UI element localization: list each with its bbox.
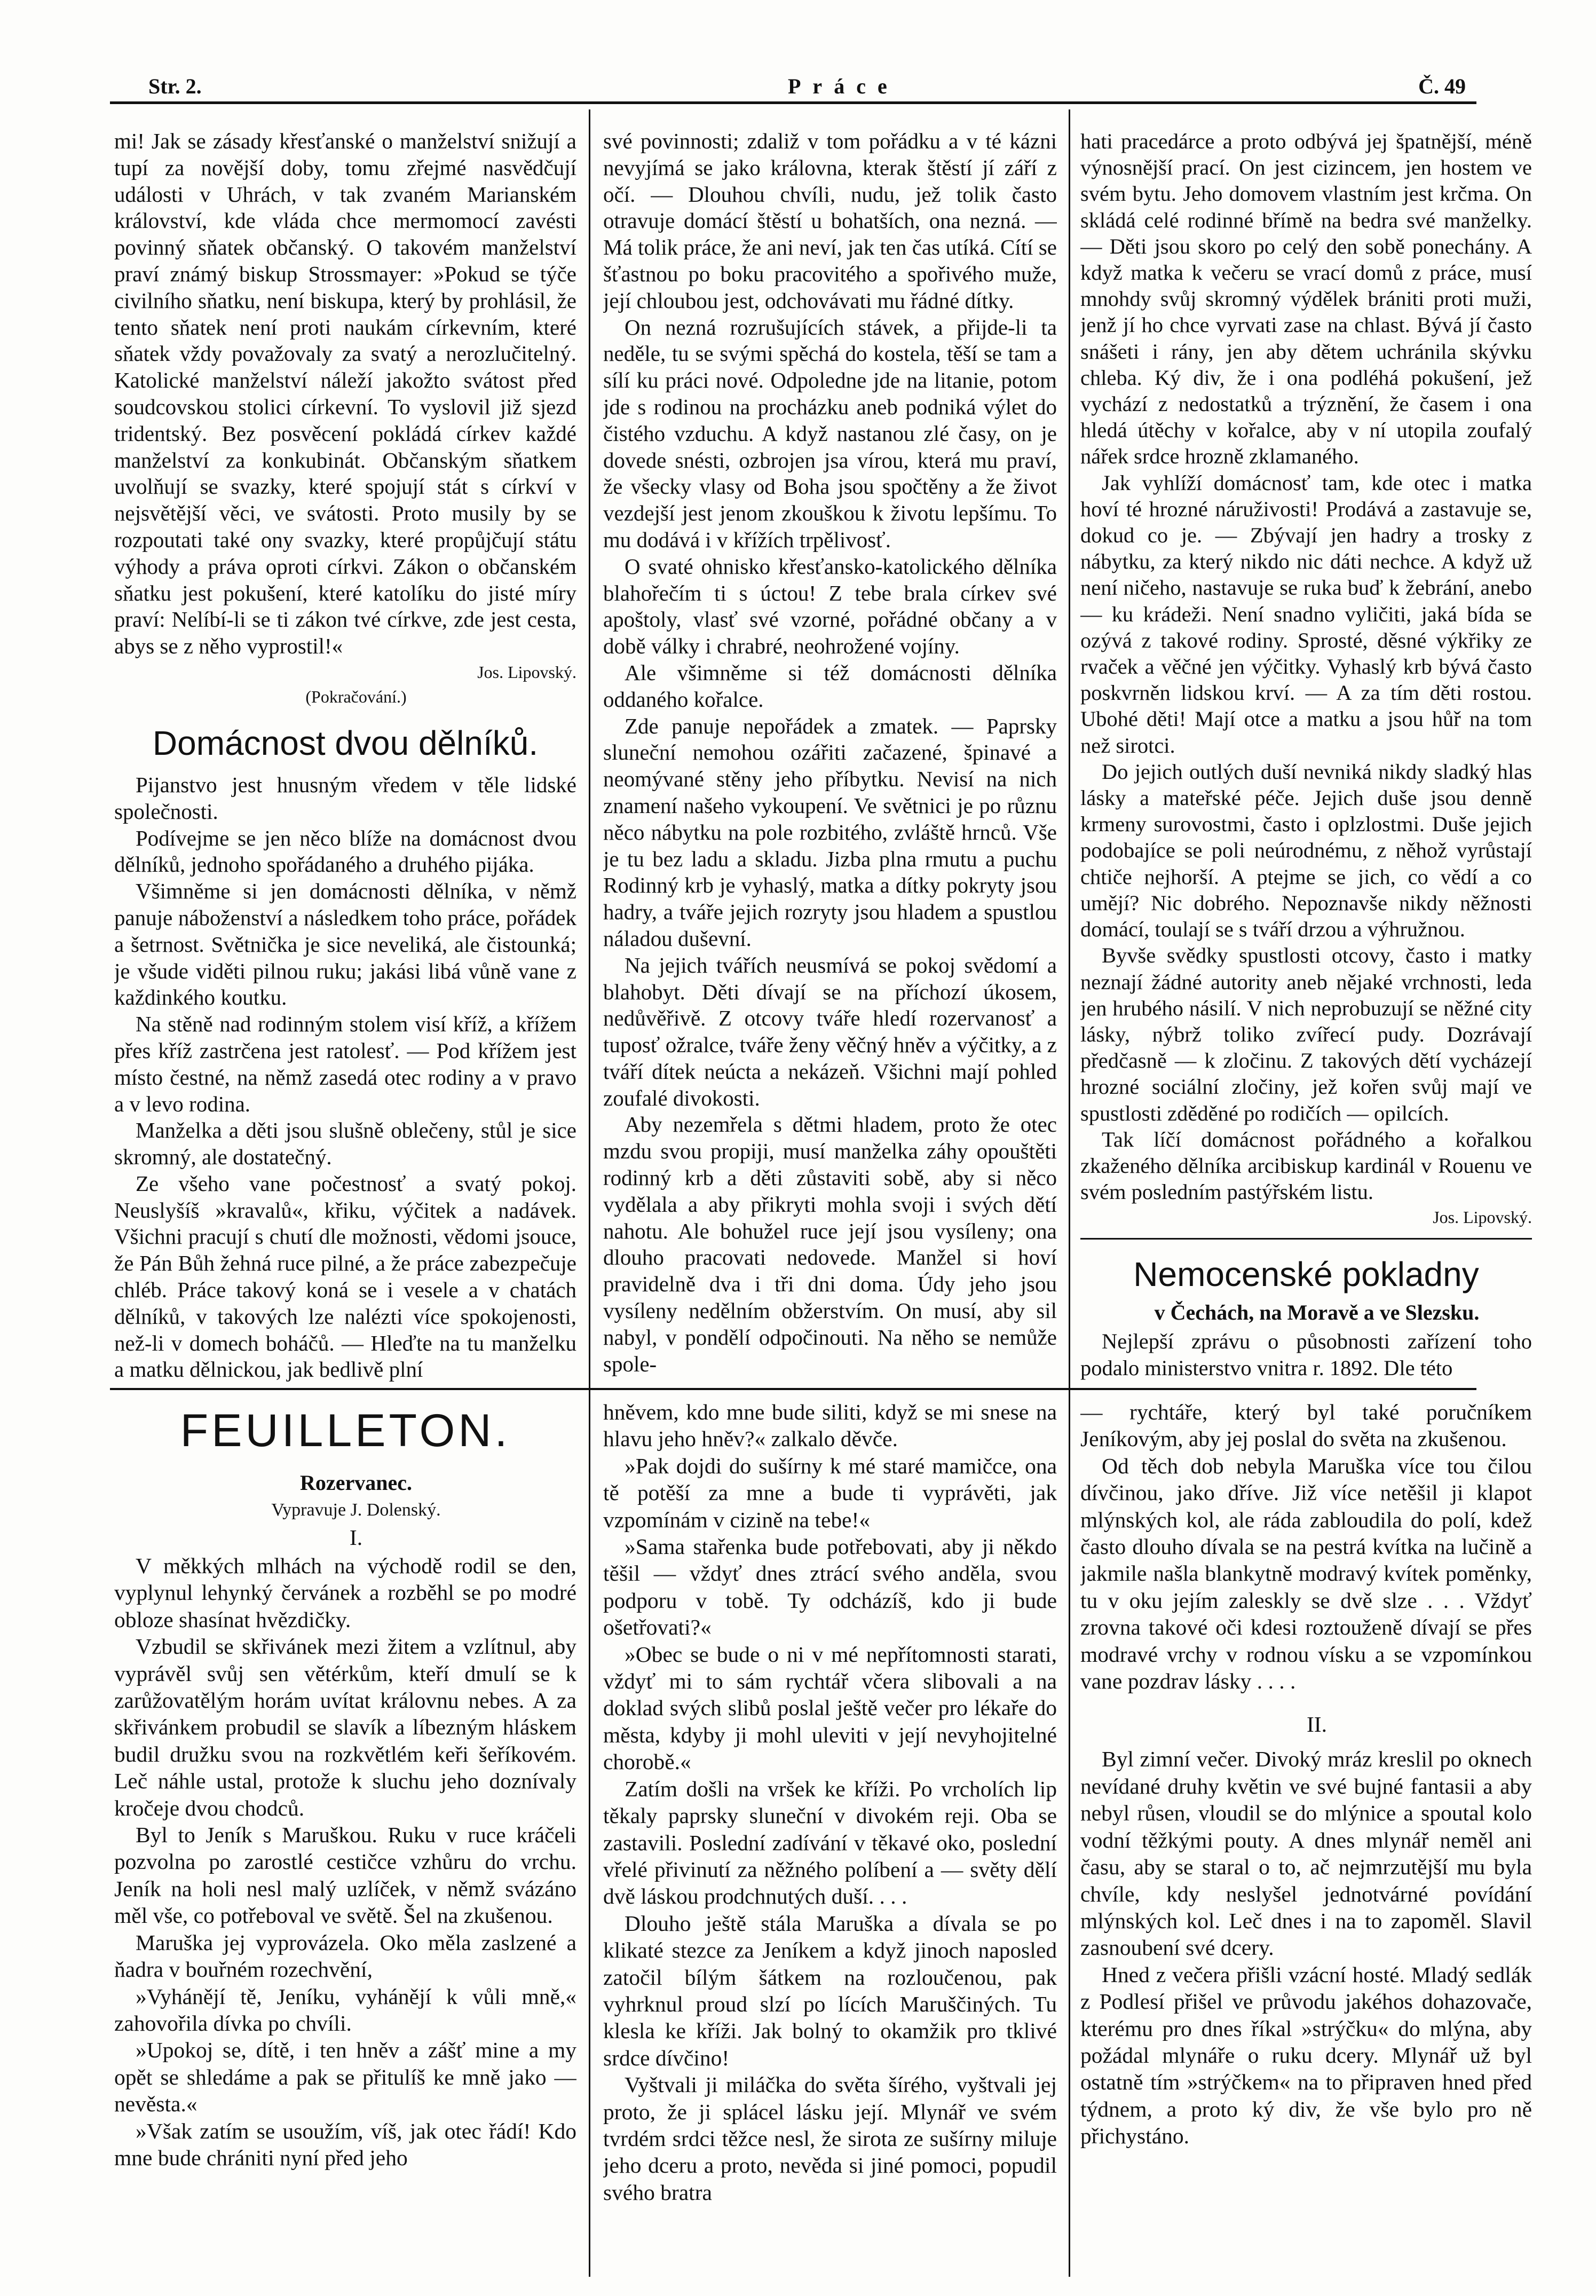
section-number: I. bbox=[349, 1525, 363, 1550]
page-number: Str. 2. bbox=[148, 74, 202, 98]
article2-paragraph: Ze všeho vane počestnosť a svatý pokoj. Neuslyšíš »kravalů«, křiku, výčitek a nadávek. Všichni pracují s chutí dle možnosti, vědomi jsouce, že Pán Bůh žehná ruce pilné, a že práce zabezpečuje chléb. Práce takový koná se i vesele a v chatách dělníků, v takových lze nalézti více spokojenosti, než-li v domech boháčů. — Hleďte na tu manželku a matku dělnickou, jak bedlivě plní bbox=[114, 1171, 576, 1382]
article1-signature: Jos. Lipovský. bbox=[477, 662, 576, 682]
article1-continuation: mi! Jak se zásady křesťanské o manželství snižují a tupí za novější doby, tomu zřejmé nasvědčují události v Uhrách, v tak zvaném Marianském království, kde vláda chce mermomocí zavésti povinný sňatek občanský. O takovém manželství praví známý biskup Strossmayer: »Pokud se týče civilního sňatku, není biskupa, který by prohlásil, že tento sňatek není proti naukám církevním, které sňatek vždy považovaly za svatý a nerozlučitelný. Katolické manželství náleží jakožto svátost před soudcovskou stolici církevní. To vyslovil již sjezd tridentský. Bez posvěcení pokládá církev každé manželství za konkubinát. Občanským sňatkem uvolňují se svazky, které spojují stát s církví v nejsvětější věci, ve svátosti. Proto musily by se rozpoutati také ony svazky, které propůjčují státu výhody a práva oproti církvi. Zákon o občanském sňatku jest pokušení, které katolíku do jisté míry praví: Nelíbí-li se ti zákon tvé církve, zde jest cesta, abys se z něho vyprostil!« bbox=[114, 129, 576, 659]
story-paragraph: hněvem, kdo mne bude siliti, když se mi snese na hlavu jeho hněv?« zalkalo děvče. bbox=[603, 1400, 1057, 1451]
article2-paragraph: Jak vyhlíží domácnosť tam, kde otec i matka hoví té hrozné náruživosti! Prodává a zastavuje se, dokud co je. — Zbývají jen hadry a trosky z nábytku, za který nikdo nic dáti nechce. A když už není ničeho, nastavuje se ruka buď k žebrání, anebo — ku krádeži. Není snadno vyličiti, jaká bída se ozývá z takové rodiny. Sprosté, děsné výkřiky ze rvaček a věčné jen výčitky. Vyhaslý krb bývá často poskvrněn lidskou krví. — A za tím děti rostou. Ubohé děti! Mají otce a matku a jsou hůř na tom než sirotci. bbox=[1080, 470, 1532, 758]
newspaper-title: Práce bbox=[788, 74, 899, 98]
story-paragraph: »Pak dojdi do sušírny k mé staré mamičce, ona tě potěší za mne a bude ti vyprávěti, jak vzpomínám v cizině na tebe!« bbox=[603, 1453, 1057, 1532]
story-paragraph: Dlouho ještě stála Maruška a dívala se po klikaté stezce za Jeníkem a když jinoch naposled zatočil bílým šátkem na rozloučenou, pak vyhrknul proud slzí po lících Maruščiných. Tu klesla ke kříži. Jak bolný to okamžik pro tklivé srdce dívčino! bbox=[603, 1911, 1057, 2070]
column-divider-2 bbox=[1069, 109, 1070, 2277]
article-divider bbox=[1080, 1238, 1532, 1240]
article3-paragraph: Nejlepší zprávu o působnosti zařízení toho podalo ministerstvo vnitra r. 1892. Dle této bbox=[1080, 1329, 1532, 1380]
story-paragraph: Od těch dob nebyla Maruška více tou čilou dívčinou, jako dříve. Již více netěšil ji klapot mlýnských kol, ale ráda zabloudila do polí, kdež často dlouho dívala se na pestrá kvítka na lučině a jakmile našla blankytně modravý kvítek poměnky, tu v oku jejím zaleskly se dvě slze . . . Vždyť zrovna takové oči kdesi roztouženě dívají se přes modravé vrchy v rodnou vísku a se vzpomínkou vane pozdrav lásky . . . . bbox=[1080, 1453, 1532, 1694]
article2-paragraph: hati pracedárce a proto odbývá jej špatnější, méně výnosnější prací. On jest cizincem, jen hostem ve svém bytu. Jeho domovem vlastním jest krčma. On skládá celé rodinné břímě na bedra své manželky. — Děti jsou skoro po celý den sobě ponechány. A když matka k večeru se vrací domů z práce, musí mnohdy svůj skromný výdělek brániti proti muži, jenž jí ho chce vyrvati zase na chlast. Bývá jí často snášeti i rány, jen aby dětem uchránila skývku chleba. Ký div, že i ona podléhá pokušení, jež vychází z nedostatků a trýznění, že časem i ona hledá útěchy v kořalce, aby v ní utopila zoufalý nářek srdce hrozně zklamaného. bbox=[1080, 129, 1532, 469]
article2-paragraph: On nezná rozrušujících stávek, a přijde-li ta neděle, tu se svými spěchá do kostela, těší se tam a sílí ku práci nové. Odpoledne jde na litanie, potom jde s rodinou na procházku aneb podniká výlet do čistého vzduchu. A když nastanou zlé časy, on je dovede snésti, ozbrojen jsa vírou, která mu praví, že všecky vlasy od Boha jsou spočtěny a že život vezdejší jest jenom zkouškou k životu lepšímu. To mu dodává i v křížích trpělivosť. bbox=[603, 314, 1057, 552]
article3-subtitle: v Čechách, na Moravě a ve Slezsku. bbox=[1154, 1300, 1480, 1325]
story-paragraph: Byl zimní večer. Divoký mráz kreslil po oknech nevídané druhy květin ve své bujné fantasii a aby nebyl růsen, vloudil se do mlýnice a spoutal kolo vodní těžkými pouty. A dnes mlynář neměl ani času, aby se staral o to, ač nejmrzutější mu byla chvíle, kdy neslyšel jednotvárné povídání mlýnských kol. Leč dnes i na to zapoměl. Slavil zasnoubení své dcery. bbox=[1080, 1747, 1532, 1960]
article2-paragraph: Na stěně nad rodinným stolem visí kříž, a křížem přes kříž zastrčena jest ratolesť. — Pod křížem jest místo čestné, na němž zasedá otec rodiny a v pravo a v levo rodina. bbox=[114, 1012, 576, 1116]
story-paragraph: »Obec se bude o ni v mé nepřítomnosti starati, vždyť mi to sám rychtář včera slibovali a na doklad svých slibů poslal ještě večer pro lékaře do města, kdyby ji mohl uleviti v její nevyhojitelné chorobě.« bbox=[603, 1642, 1057, 1774]
issue-number: Č. 49 bbox=[1418, 74, 1466, 98]
article3-title: Nemocenské pokladny bbox=[1133, 1255, 1479, 1294]
feuilleton-column-2 bbox=[603, 1399, 1057, 2274]
story-paragraph: »Upokoj se, dítě, i ten hněv a zášť mine a my opět se shledáme a pak se přitulíš ke mně jako — nevěsta.« bbox=[114, 2038, 576, 2117]
article2-paragraph: Pijanstvo jest hnusným vředem v těle lidské společnosti. bbox=[114, 772, 576, 824]
article2-paragraph: Manželka a děti jsou slušně oblečeny, stůl je sice skromný, ale dostatečný. bbox=[114, 1118, 576, 1170]
column-1-top bbox=[114, 128, 576, 1383]
story-paragraph: »Sama stařenka bude potřebovati, aby ji někdo těšil — vždyť dnes ztrácí svého anděla, svou podporu v tobě. Ty odcházíš, kdo ji bude ošetřovati?« bbox=[603, 1534, 1057, 1640]
story-paragraph: Hned z večera přišli vzácní hosté. Mladý sedlák z Podlesí přišel ve průvodu jakéhos dohazovače, kterému pro dnes říkal »strýčku« do mlýna, aby požádal mlynáře o ruku dcery. Mlynář už byl ostatně tím »strýčkem« na to připraven hned před týdnem, a proto ký div, že vše bylo pro ně přichystáno. bbox=[1080, 1962, 1532, 2149]
article2-signature: Jos. Lipovský. bbox=[1433, 1208, 1532, 1227]
article1-continuation-note: (Pokračování.) bbox=[305, 687, 407, 706]
story-paragraph: Vzbudil se skřivánek mezi žitem a vzlítnul, aby vyprávěl svůj sen větérkům, kteří dmulí se k zarůžovatělým horám uvítat královnu nebes. A za skřivánkem probudil se slavík a líbezným hláskem budil družku svou na rozkvětlém keři šeříkovém. Leč náhle ustal, protože k sluchu jeho doznívaly kročeje dvou chodců. bbox=[114, 1634, 576, 1820]
story-paragraph: »Vyhánějí tě, Jeníku, vyhánějí k vůli mně,« zahovořila dívka po chvíli. bbox=[114, 1984, 576, 2035]
story-paragraph: Byl to Jeník s Maruškou. Ruku v ruce kráčeli pozvolna po zarostlé cestičce vzhůru do vrchu. Jeník na holi nesl malý uzlíček, v němž svázáno měl vše, co potřeboval ve světě. Šel na zkušenou. bbox=[114, 1822, 576, 1928]
article2-paragraph: Byvše svědky spustlosti otcovy, často i matky neznají žádné autority aneb nějaké vrchnosti, leda jen hrubého násilí. V nich neprobuzují se něžné city lásky, nýbrž toliko zvířecí pudy. Dozrávají předčasně — k zločinu. Z takových dětí vycházejí hrozné sociální zločiny, jež kořen svůj mají ve spustlosti zděděné po rodičích — opilcích. bbox=[1080, 943, 1532, 1125]
story-paragraph: »Však zatím se usoužím, víš, jak otec řádí! Kdo mne bude chrániti nyní před jeho bbox=[114, 2118, 576, 2170]
article2-paragraph: Do jejich outlých duší nevniká nikdy sladký hlas lásky a mateřské péče. Jejich duše jsou denně krmeny surovostmi, často i oplzlostmi. Duše jejich podobajíce se poli neúrodnému, z něhož vyrůstají chtiče nejhorší. A ptejme se jich, co vědí a co umějí? Nic dobrého. Nepoznavše nikdy něžnosti domácí, toulají se s tváří drzou a výhružnou. bbox=[1080, 759, 1532, 942]
feuilleton-column-1 bbox=[114, 1399, 576, 2274]
page-header bbox=[110, 74, 1476, 100]
story-paragraph: Zatím došli na vršek ke kříži. Po vrcholích lip těkaly paprsky sluneční v divokém reji. Oba se zastavili. Poslední zadívání v těkavé oko, poslední vřelé přivinutí za něžného políbení a — světy dělí dvě láskou prodchnutých duší. . . . bbox=[603, 1776, 1057, 1909]
story-paragraph: — rychtáře, který byl také poručníkem Jeníkovým, aby jej poslal do světa na zkušenou. bbox=[1080, 1400, 1532, 1451]
feuilleton-heading: FEUILLETON. bbox=[180, 1405, 511, 1456]
feuilleton-column-3 bbox=[1080, 1399, 1532, 2274]
section-number: II. bbox=[1306, 1712, 1327, 1737]
column-divider-1 bbox=[589, 109, 590, 2277]
feuilleton-rule bbox=[110, 1388, 1476, 1390]
article2-paragraph: Ale všimněme si též domácnosti dělníka oddaného kořalce. bbox=[603, 660, 1057, 712]
article2-paragraph: Zde panuje nepořádek a zmatek. — Paprsky sluneční nemohou ozářiti začazené, špinavé a neomývané stěny jeho příbytku. Nevisí na nich znamení našeho vykoupení. Ve světnici je po různu něco nábytku na pole rozbitého, zvláště hrnců. Vše je tu bez ladu a skladu. Jizba plna rmutu a puchu Rodinný krb je vyhaslý, matka a dítky pokryty jsou hadry, a tváře jejich rozryty jsou hladem a spustlou náladou duševní. bbox=[603, 713, 1057, 951]
column-3-top bbox=[1080, 128, 1532, 1383]
story-byline: Vypravuje J. Dolenský. bbox=[271, 1500, 441, 1520]
article2-paragraph: Tak líčí domácnost pořádného a kořalkou zkaženého dělníka arcibiskup kardinál v Rouenu ve svém posledním pastýřském listu. bbox=[1080, 1127, 1532, 1204]
article2-paragraph: své povinnosti; zdaliž v tom pořádku a v té kázni nevyjímá se jako královna, kterak štěstí jí září z očí. — Dlouhou chvíli, nudu, jež tolik často otravuje domácí štěstí u bohatších, ona nezná. — Má tolik práce, že ani neví, jak ten čas utíká. Cítí se šťastnou po boku pracovitého a spořivého muže, její chloubou jest, odchovávati mu řádné dítky. bbox=[603, 129, 1057, 313]
story-paragraph: Maruška jej vyprovázela. Oko měla zaslzené a ňadra v bouřném rozechvění, bbox=[114, 1930, 576, 1982]
article2-paragraph: Na jejich tvářích neusmívá se pokoj svědomí a blahobyt. Děti dívají se na příchozí úkosem, nedůvěřivě. Z otcovy tváře hledí rozervanosť a tuposť ožralce, tváře ženy věčný hněv a výčitky, a z tváří dítek neúcta a nekázeň. Všichni mají pohled zoufalé divokosti. bbox=[603, 952, 1057, 1110]
story-paragraph: Vyštvali ji miláčka do světa šírého, vyštvali jej proto, že ji splácel lásku její. Mlynář ve svém tvrdém srdci těžce nesl, že sirota ze sušírny miluje jeho dceru a proto, nevěda si jiné pomoci, popudil svého bratra bbox=[603, 2072, 1057, 2205]
column-2-top bbox=[603, 128, 1057, 1383]
header-rule bbox=[110, 101, 1476, 104]
story-title: Rozervanec. bbox=[300, 1471, 412, 1495]
article2-paragraph: Všimněme si jen domácnosti dělníka, v němž panuje náboženství a následkem toho práce, pořádek a šetrnost. Světnička je sice neveliká, ale čistounká; je všude viděti pilnou ruku; jakási libá vůně vane z každinkého koutku. bbox=[114, 879, 576, 1010]
story-paragraph: V měkkých mlhách na východě rodil se den, vyplynul lehynký červánek a rozběhl se po modré obloze shasínat hvězdičky. bbox=[114, 1553, 576, 1632]
article2-title: Domácnost dvou dělníků. bbox=[152, 723, 539, 762]
article2-paragraph: Podívejme se jen něco blíže na domácnost dvou dělníků, jednoho spořádaného a druhého pijáka. bbox=[114, 825, 576, 877]
article2-paragraph: Aby nezemřela s dětmi hladem, proto že otec mzdu svou propiji, musí manželka záhy opouštěti rodinný krb a děti zůstaviti sobě, aby si něco vydělala a aby přikryti mohla svoji i svých dětí nahotu. Ale bohužel ruce její jsou vysíleny; ona dlouho pracovati nedovede. Manžel si hoví pravidelně dva i tři dni doma. Údy jeho jsou vysíleny nedělním obžerstvím. On musí, aby sil nabyl, v pondělí odpočinouti. Na něho se nemůže spole- bbox=[603, 1112, 1057, 1376]
article2-paragraph: O svaté ohnisko křesťansko-katolického dělníka blahořečím ti s úctou! Z tebe brala církev své apoštoly, vlasť své vzorné, pořádné občany a v době války i chrabré, neohrožené vojíny. bbox=[603, 554, 1057, 659]
